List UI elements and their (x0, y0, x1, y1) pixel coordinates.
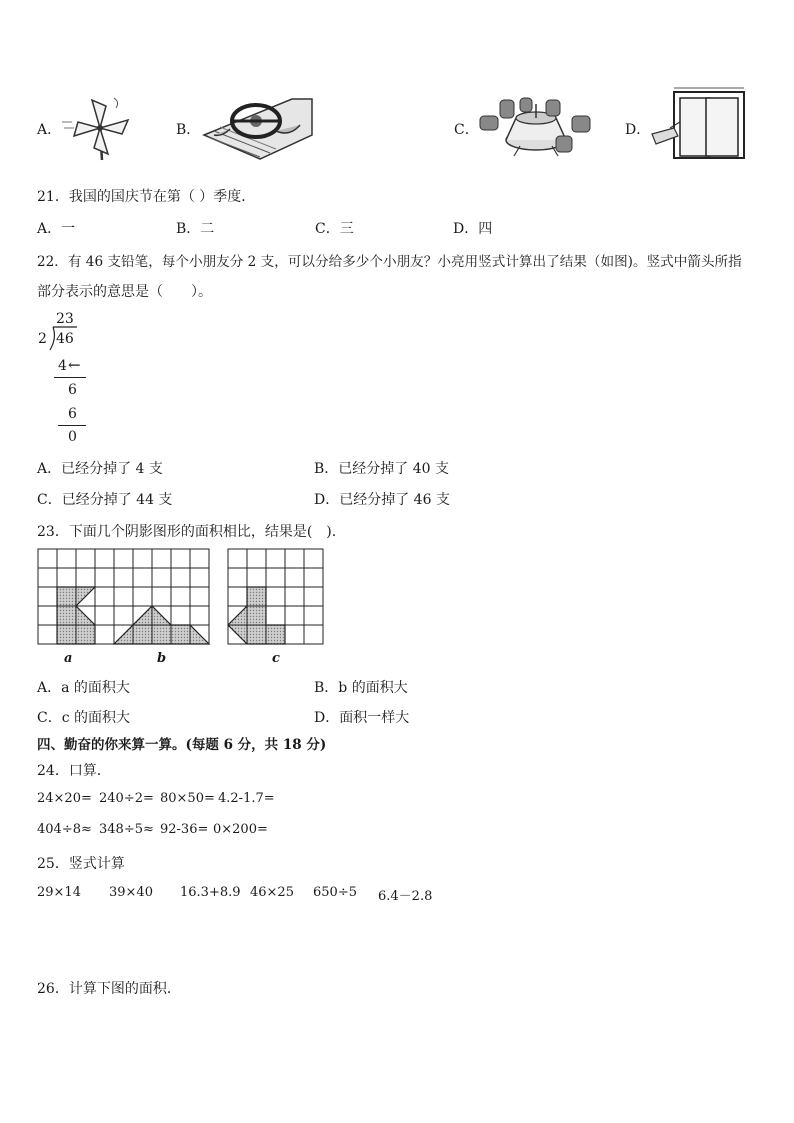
q24-item-5: 404÷8≈ (37, 822, 92, 837)
q20-option-c-label: C． (454, 122, 479, 138)
grid-b (114, 549, 209, 644)
q20-option-d-label: D． (625, 122, 651, 138)
q23-option-b[interactable]: B．b 的面积大 (314, 680, 408, 696)
q24-item-1: 24×20= (37, 791, 92, 806)
q21-option-a[interactable]: A．一 (37, 221, 76, 237)
q24-item-8: 0×200= (213, 822, 268, 837)
q21-stem: 21．我国的国庆节在第（ ）季度． (37, 189, 256, 205)
q25-item-5: 650÷5 (313, 885, 357, 900)
q22-stem-line1: 22．有 46 支铅笔，每个小朋友分 2 支，可以分给多少个小朋友？小亮用竖式计算出了结果（如图)。竖式中箭头所指 (37, 254, 742, 270)
q25-item-3: 16.3+8.9 (180, 885, 241, 900)
q26-stem: 26．计算下图的面积． (37, 981, 181, 997)
q24-item-6: 348÷5≈ (99, 822, 154, 837)
division-step3: 6 (68, 406, 77, 422)
division-quotient: 23 (56, 311, 74, 327)
q21-option-b[interactable]: B．二 (176, 221, 215, 237)
q22-option-a[interactable]: A．已经分掉了 4 支 (37, 461, 163, 477)
q23-option-c[interactable]: C．c 的面积大 (37, 710, 131, 726)
q24-item-3: 80×50= (160, 791, 215, 806)
q24-stem: 24．口算． (37, 763, 111, 779)
q24-item-7: 92-36= (160, 822, 209, 837)
q24-item-4: 4.2-1.7= (218, 791, 275, 806)
q25-item-2: 39×40 (109, 885, 153, 900)
q22-option-c[interactable]: C．已经分掉了 44 支 (37, 492, 173, 508)
pinwheel-icon (62, 92, 138, 162)
division-step1: 4 (58, 358, 67, 374)
division-rule-2 (58, 425, 86, 426)
grid-c (228, 549, 323, 644)
shaded-grids-figure (37, 548, 327, 646)
q22-option-b[interactable]: B．已经分掉了 40 支 (314, 461, 450, 477)
q20-option-b-label: B． (176, 122, 201, 138)
carousel-icon (476, 96, 598, 160)
q25-item-4: 46×25 (250, 885, 294, 900)
grid-b-label: b (157, 651, 167, 666)
grid-a (38, 549, 133, 644)
division-divisor: 2 (38, 331, 47, 347)
division-remainder: 0 (68, 429, 77, 445)
q23-option-d[interactable]: D．面积一样大 (314, 710, 410, 726)
q20-option-a-label: A． (37, 122, 62, 138)
q22-stem-line2: 部分表示的意思是（ ）。 (37, 284, 212, 300)
division-step2: 6 (68, 382, 77, 398)
q25-item-1: 29×14 (37, 885, 81, 900)
grid-c-shade (228, 587, 285, 644)
section-4-title: 四、勤奋的你来算一算。(每题 6 分，共 18 分) (37, 737, 327, 753)
q22-option-d[interactable]: D．已经分掉了 46 支 (314, 492, 450, 508)
division-rule-1 (54, 377, 86, 378)
grid-c-label: c (272, 651, 280, 666)
division-dividend: 46 (56, 331, 74, 347)
steering-wheel-icon (200, 95, 316, 161)
q21-option-d[interactable]: D．四 (453, 221, 493, 237)
q25-stem: 25．竖式计算 (37, 856, 125, 872)
q25-item-6: 6.4－2.8 (378, 889, 433, 904)
q23-option-a[interactable]: A．a 的面积大 (37, 680, 130, 696)
grid-a-label: a (64, 651, 73, 666)
sliding-window-icon (648, 84, 746, 160)
q23-stem: 23．下面几个阴影图形的面积相比，结果是( )． (37, 524, 346, 540)
q21-option-c[interactable]: C．三 (315, 221, 354, 237)
q24-item-2: 240÷2= (99, 791, 154, 806)
grid-a-shade-column (57, 587, 76, 644)
left-arrow-icon: ← (68, 356, 81, 374)
